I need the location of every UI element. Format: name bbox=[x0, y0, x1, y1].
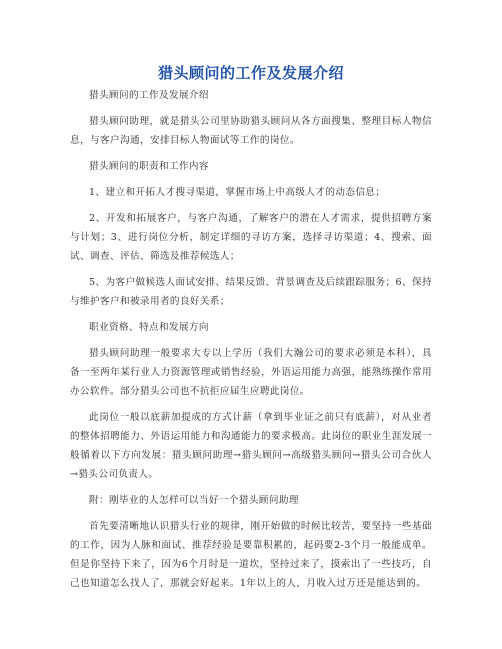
paragraph-appendix-heading: 附：刚毕业的人怎样可以当好一个猎头顾问助理 bbox=[89, 495, 299, 506]
paragraph-duties-heading: 猎头顾问的职责和工作内容 bbox=[89, 161, 209, 172]
paragraph-duty-5-6: 5、为客户做候选人面试安排、结果反馈、背景调查及后续跟踪服务；6、保持与维护客户和被录用者的良好关系； bbox=[70, 277, 432, 307]
paragraph-subtitle: 猎头顾问的工作及发展介绍 bbox=[89, 90, 209, 101]
document-title: 猎头顾问的工作及发展介绍 bbox=[157, 64, 344, 82]
paragraph-intro: 猎头顾问助理，就是猎头公司里协助猎头顾问从各方面搜集、整理目标人物信息，与客户沟通，安排目标人物面试等工作的岗位。 bbox=[70, 116, 432, 146]
paragraph-salary-career: 此岗位一般以底薪加提成的方式计薪（拿到毕业证之前只有底薪），对从业者的整体招聘能力、外语运用能力和沟通能力的要求极高。此岗位的职业生涯发展一般循着以下方向发展：猎头顾问助理→猎头顾问→高级猎头顾问→猎头公司合伙人→猎头公司负责人。 bbox=[70, 412, 432, 480]
paragraph-qualifications: 猎头顾问助理一般要求大专以上学历（我们大瀚公司的要求必须是本科），具备一至两年某行业人力资源管理或销售经验，外语运用能力高强，能熟练操作常用办公软件。部分猎头公司也不抗拒应届生应聘此岗位。 bbox=[70, 348, 432, 397]
document-body bbox=[70, 86, 432, 600]
paragraph-duty-1: 1、建立和开拓人才搜寻渠道，掌握市场上中高级人才的动态信息； bbox=[89, 187, 386, 198]
paragraph-duty-2-4: 2、开发和拓展客户，与客户沟通，了解客户的潜在人才需求，提供招聘方案与计划；3、进行岗位分析，制定详细的寻访方案，选择寻访渠道；4、搜索、面试、调查、评估、筛选及推荐候选人； bbox=[70, 213, 432, 262]
paragraph-appendix: 首先要清晰地认识猎头行业的规律，刚开始做的时候比较苦，要坚持一些基础的工作，因为人脉和面试、推荐经验是要靠积累的，起码要2-3个月一般能成单。但是你坚持下来了，因为6个月时是一道坎，坚持过来了，摸索出了一些技巧，自己也知道怎么找人了，那就会好起来。1年以上的人，月收入过万还是能达到的。 bbox=[70, 521, 432, 589]
paragraph-qualifications-heading: 职业资格、特点和发展方向 bbox=[89, 322, 209, 333]
